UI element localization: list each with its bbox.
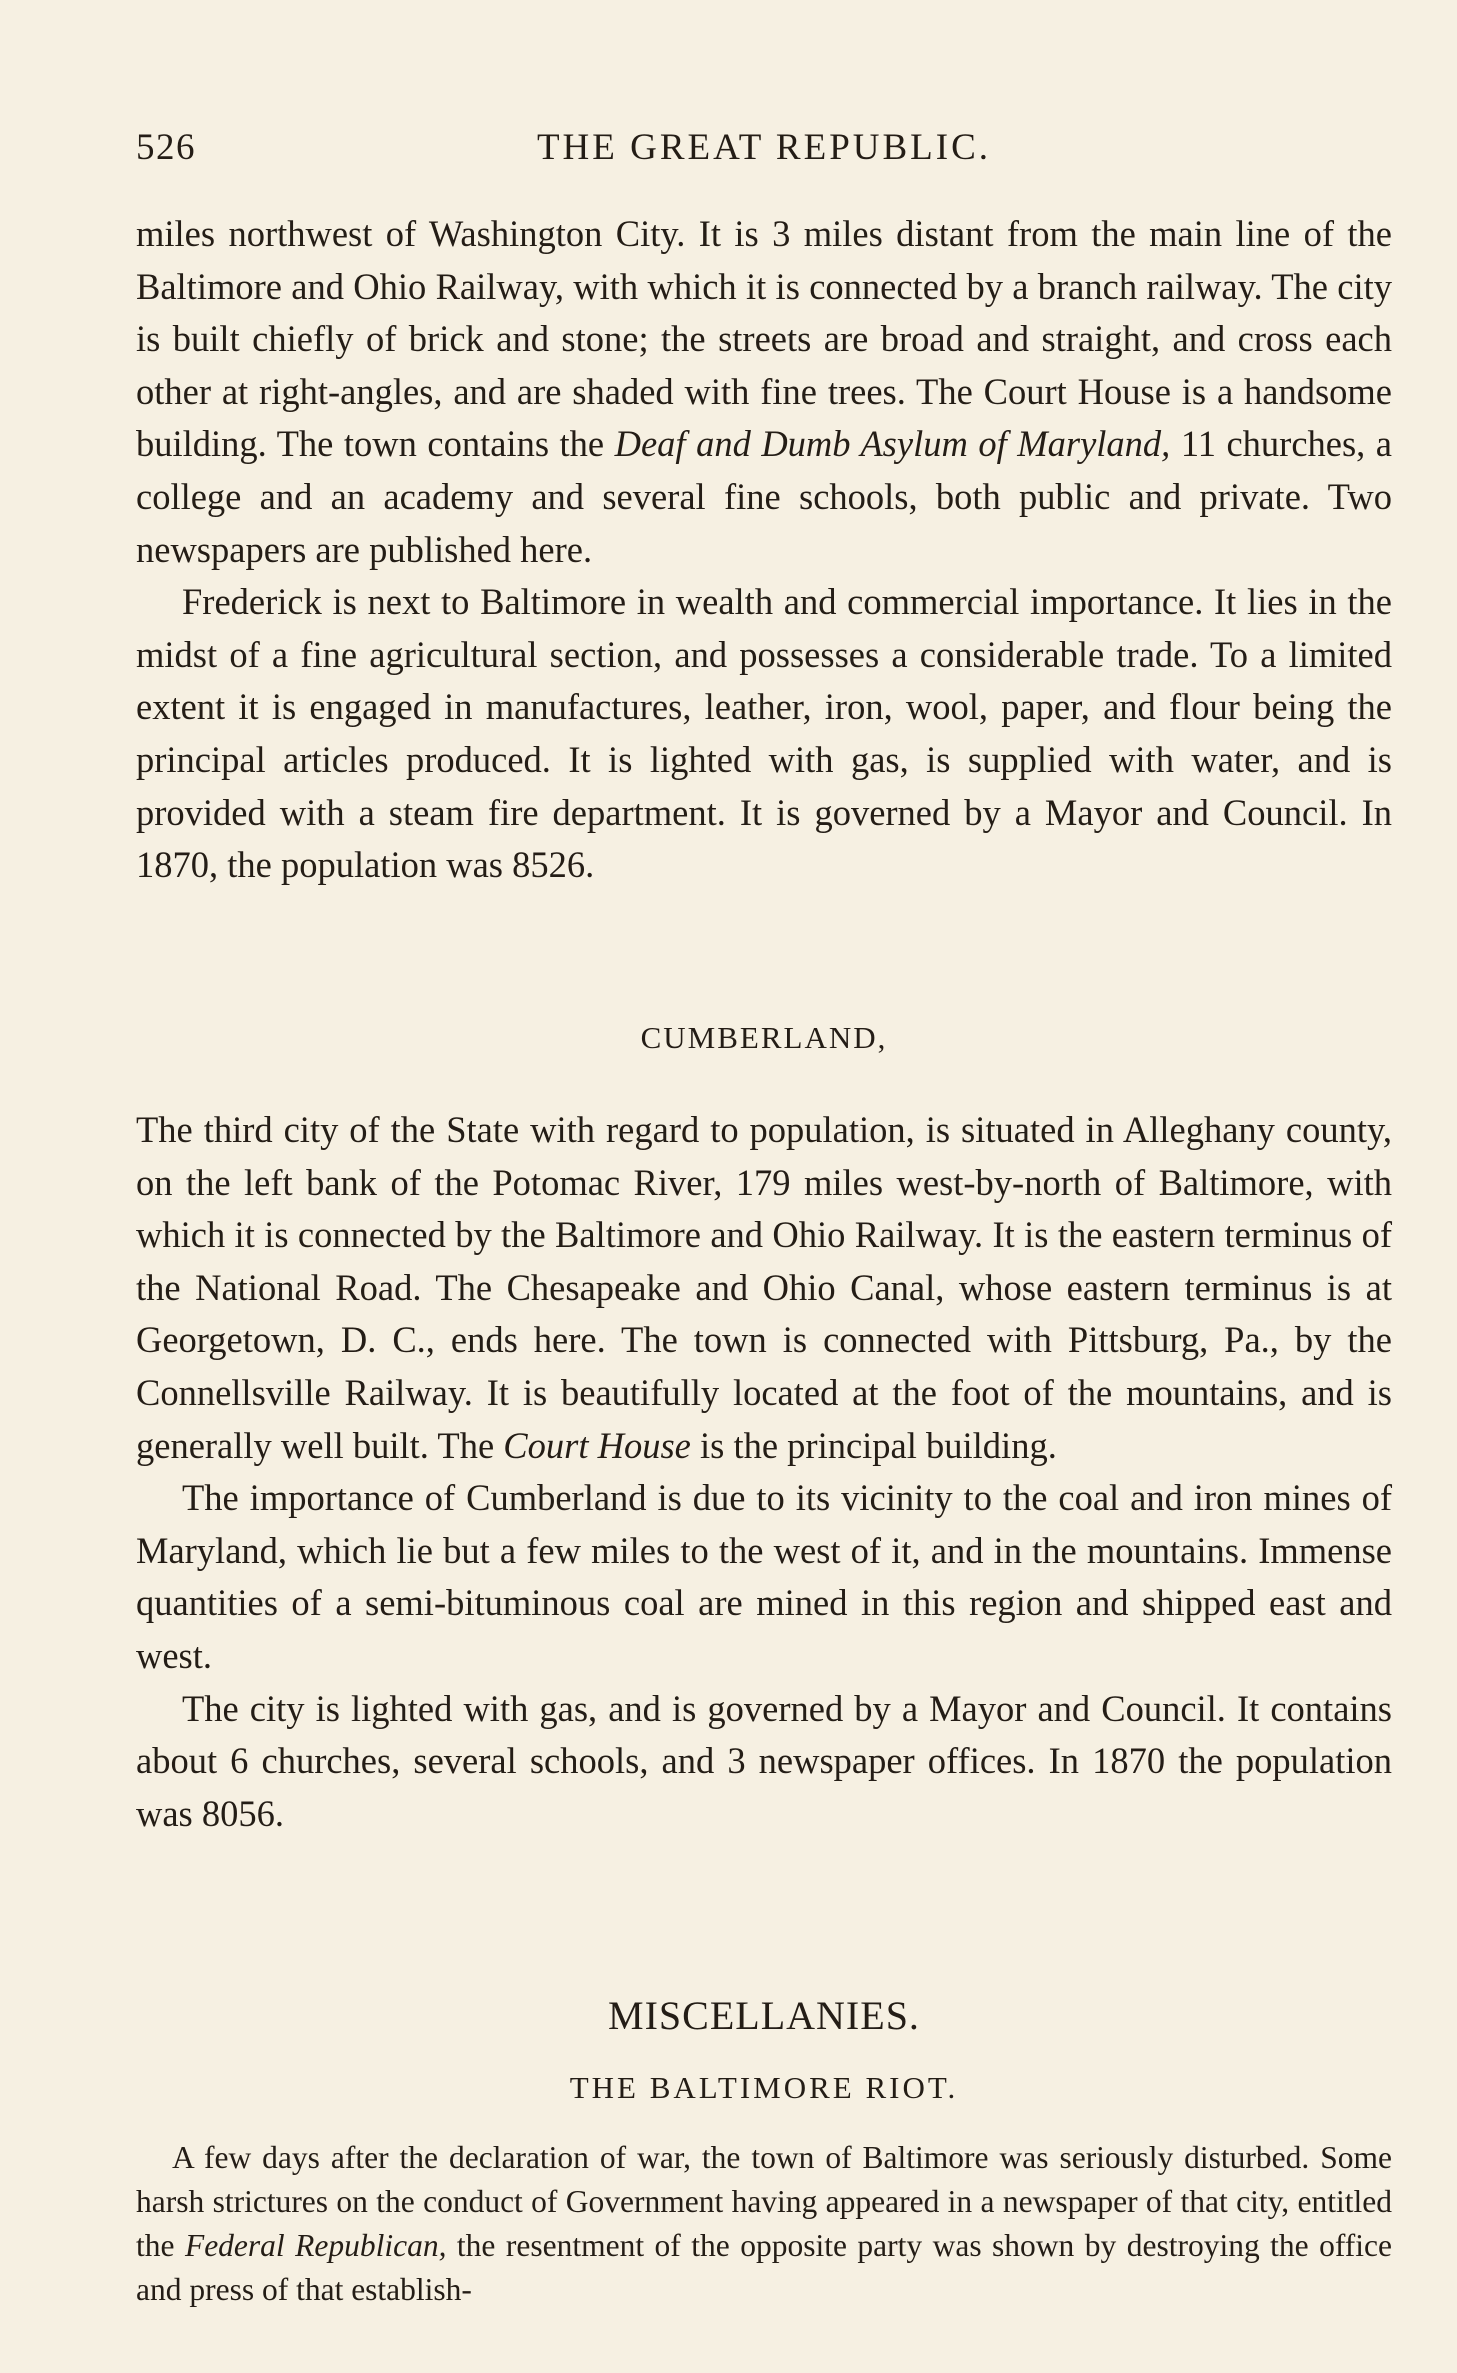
page-number: 526 — [136, 127, 196, 168]
section-heading-cumberland: CUMBERLAND, — [640, 1020, 888, 1055]
paragraph: The importance of Cumberland is due to its vicinity to the coal and iron mines of Maryland, which lie but a few miles to the west of it, and in the mountains. Immense quantities of a semi-bituminous coal are mined in this region and shipped east and west. — [136, 1477, 1392, 1676]
baltimore-riot-section — [136, 2136, 1392, 2312]
paragraph: Frederick is next to Baltimore in wealth and commercial importance. It lies in the midst of a fine agricultural section, and possesses a considerable trade. To a limited extent it is engaged in manufactures, leather, iron, wool, paper, and flour being the principal articles produced. It is lighted with gas, is supplied with water, and is provided with a steam fire department. It is governed by a Mayor and Council. In 1870, the population was 8526. — [136, 581, 1392, 886]
paragraph: The city is lighted with gas, and is governed by a Mayor and Council. It contains about 6 churches, several schools, and 3 newspaper offices. In 1870 the population was 8056. — [136, 1687, 1392, 1834]
running-head — [136, 126, 1392, 174]
paragraph: The third city of the State with regard to population, is situated in Alleghany county, on the left bank of the Potomac River, 179 miles west-by-north of Baltimore, with which it is connected by the Baltimore and Ohio Railway. It is the eastern terminus of the National Road. The Chesapeake and Ohio Canal, whose eastern terminus is at Georgetown, D. C., ends here. The town is connected with Pittsburg, Pa., by the Connellsville Railway. It is beautifully located at the foot of the mountains, and is generally well built. The Court House is the principal building. — [136, 1109, 1392, 1466]
cumberland-section — [136, 1104, 1392, 1840]
running-title: THE GREAT REPUBLIC. — [536, 127, 992, 168]
subheading-baltimore-riot: THE BALTIMORE RIOT. — [569, 2070, 959, 2105]
paragraph: miles northwest of Washington City. It is 3 miles distant from the main line of the Baltimore and Ohio Railway, with which it is connected by a branch railway. The city is built chiefly of brick and stone; the streets are broad and straight, and cross each other at right-angles, and are shaded with fine trees. The Court House is a handsome building. The town contains the Deaf and Dumb Asylum of Maryland, 11 churches, a college and an academy and several fine schools, both public and private. Two newspapers are published here. — [136, 213, 1392, 570]
paragraph: A few days after the declaration of war, the town of Baltimore was seriously disturbed. Some harsh strictures on the conduct of Government having appeared in a newspaper of that city, entitled the Federal Republican, the resentment of the opposite party was shown by destroying the office and press of that establish- — [136, 2140, 1392, 2307]
section-heading-miscellanies: MISCELLANIES. — [608, 1993, 920, 2038]
frederick-section — [136, 208, 1392, 892]
